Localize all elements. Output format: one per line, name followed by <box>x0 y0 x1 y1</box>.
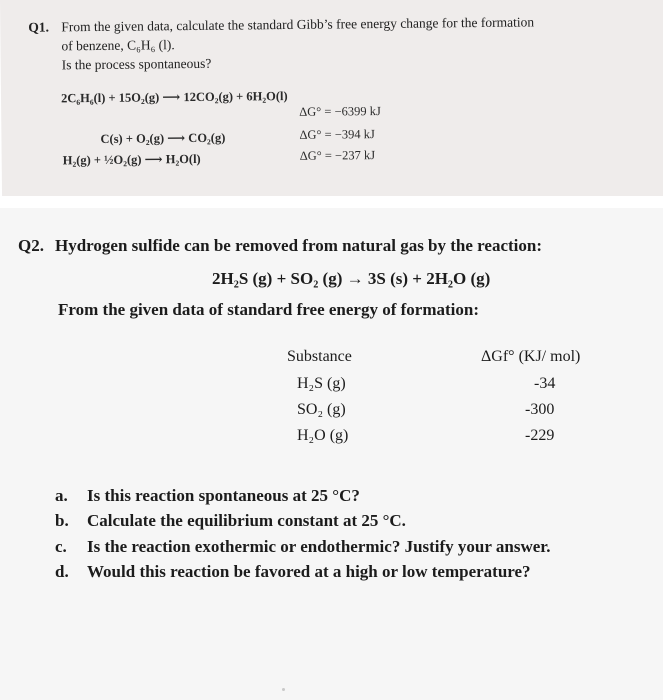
paper-speck <box>282 688 285 691</box>
q2-part-c: Is the reaction exothermic or endothermic? Justify your answer. <box>87 537 551 556</box>
q2-part-a-letter: a. <box>55 486 68 505</box>
q1-reaction-1-dg: ΔG° = −6399 kJ <box>299 104 381 119</box>
table-header-dgf: ΔGf° (KJ/ mol) <box>481 348 581 365</box>
q2-part-b-letter: b. <box>55 511 69 530</box>
q1-prompt-line1: From the given data, calculate the standard Gibb’s free energy change for the formation <box>61 14 535 35</box>
q2-part-a: Is this reaction spontaneous at 25 °C? <box>87 486 360 505</box>
q2-part-b: Calculate the equilibrium constant at 25 °C. <box>87 511 406 530</box>
q1-prompt-line2: of benzene, C₆H₆ (l). <box>61 37 175 54</box>
table-cell-value: -300 <box>525 401 555 418</box>
q1-reaction-1: 2C₆H₆(l) + 15O₂(g) ⟶ 12CO₂(g) + 6H₂O(l) <box>60 88 288 106</box>
question-1-section <box>0 0 663 203</box>
table-cell-substance: H₂S (g) <box>297 375 346 392</box>
q1-prompt-line3: Is the process spontaneous? <box>61 55 212 73</box>
section-divider <box>0 196 663 208</box>
table-cell-value: -229 <box>525 427 555 444</box>
q1-number: Q1. <box>28 19 50 35</box>
q1-reaction-2: C(s) + O₂(g) ⟶ CO₂(g) <box>100 130 226 146</box>
q2-reaction: 2H₂S (g) + SO₂ (g) → 3S (s) + 2H₂O (g) <box>212 269 491 288</box>
q2-part-c-letter: c. <box>55 537 67 556</box>
question-2-section <box>0 208 663 700</box>
q1-reaction-3: H₂(g) + ½O₂(g) ⟶ H₂O(l) <box>62 151 201 168</box>
q2-number: Q2. <box>18 236 44 255</box>
q2-intro: Hydrogen sulfide can be removed from natural gas by the reaction: <box>55 236 542 255</box>
q1-reaction-2-dg: ΔG° = −394 kJ <box>299 127 375 142</box>
q1-reaction-3-dg: ΔG° = −237 kJ <box>299 148 376 163</box>
q2-part-d: Would this reaction be favored at a high or low temperature? <box>87 562 531 581</box>
q2-data-line: From the given data of standard free energy of formation: <box>58 300 479 319</box>
table-header-substance: Substance <box>287 348 352 365</box>
table-cell-substance: SO₂ (g) <box>297 401 346 418</box>
q2-part-d-letter: d. <box>55 562 69 581</box>
table-cell-value: -34 <box>534 375 556 392</box>
table-cell-substance: H₂O (g) <box>297 427 349 444</box>
